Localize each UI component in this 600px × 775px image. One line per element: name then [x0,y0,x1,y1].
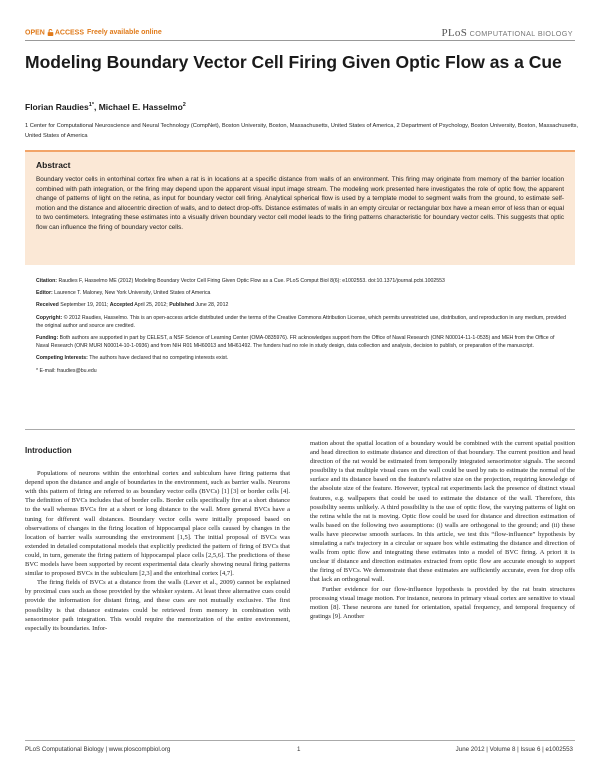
editor: Editor: Laurence T. Maloney, New York University, United States of America [36,290,211,297]
funding: Funding: Both authors are supported in part by CELEST, a NSF Science of Learning Center (OMA-0835976). FR acknowledges support from the Office of Naval Research (ONR N00014-11-1-0535) and MEH from the Office of Naval Research (ONR MURI N00014-10-1-0936) and from NIH R01 MH60013 and MH61492. The funders had no role in study design, data collection and analysis, decision to publish, or preparation of the manuscript. [36,335,555,350]
footer-issue: June 2012 | Volume 8 | Issue 6 | e1002553 [455,746,573,753]
journal-logo [441,27,573,39]
open-access-label-2: ACCESS [54,29,85,37]
footer-rule [25,740,575,741]
header-rule [25,40,575,41]
open-access-badge [25,29,162,36]
freely-available: Freely available online [87,29,162,37]
section-rule [25,429,575,430]
footer-journal: PLoS Computational Biology | www.ploscompbiol.org [25,746,171,753]
intro-paragraph-4: Further evidence for our flow-influence hypothesis is provided by the rat brain structures processing visual image motion. For instance, neurons in primary visual cortex are sensitive to visual motion [8]. These neurons are tuned for orientation, spatial frequency, and temporal frequency of gratings [9]. Another [310,585,575,620]
author-separator: , [93,102,99,112]
abstract-box [25,150,575,265]
intro-paragraph-3: mation about the spatial location of a boundary would be combined with the current spatial position and head direction to estimate distance and direction of that boundary. The current position and head direction of the rat would be estimated from temporally integrated sensorimotor signals. The second possibility is that multiple visual cues on the wall could be used by rats to estimate the normal of the surface and its distance based on the feature's relative size on the projection, requiring knowledge of the absolute size of the feature. However, typical rat experiments lack the presence of distinct visual features, e.g. wallpapers that could be used to estimate the distance of the wall. Therefore, this possibility seems unlikely. A third possibility is the use of optic flow, the varying patterns of light on the retina while the rat is moving. Optic flow could be used for distance and direction estimation of walls based on the following two assumptions: (i) walls are orthogonal to the ground; and (ii) these walls have piecewise smooth surfaces. In this article, we test this “flow-influence” hypothesis by simulating a rat's trajectory in a circular or square box while estimating the distance and direction of walls from optic flow and integrating these estimates into a model of BVC firing. A priori it is unclear if distance and direction estimates extracted from optic flow are accurate enough to support the firing of BVCs. We demonstrate that these estimates are sufficiently accurate, even for drop offs that lack an orthogonal wall. [310,440,575,584]
abstract-text: Boundary vector cells in entorhinal cortex fire when a rat is in locations at a specific distance from walls of an environment. This firing may originate from memory of the barrier location combined with path integration, or the firing may depend upon the apparent visual input image stream. The modeling work presented here investigates the role of optic flow, the apparent change of patterns of light on the retina, as input for boundary vector cell firing. Analytical spherical flow is used by a template model to segment walls from the ground, to estimate self-motion and the distance and allocentric direction of walls, and to detect drop-offs. Distance estimates of walls in an empty circular or rectangular box have a mean error of less than or equal to two centimeters. Integrating these estimates into a visually driven boundary vector cell model leads to the firing patterns characteristic for boundary vector cells. This suggests that optic flow can influence the firing of boundary vector cells. [36,176,564,231]
intro-paragraph-1: Populations of neurons within the entorhinal cortex and subiculum have firing patterns that depend upon the distance and angle of boundaries in the environment, such as barrier walls. Neurons with this pattern of firing are referred to as boundary vector cells (BVCs) [1] [3] or border cells [4]. The definition of BVCs includes that of border cells. Border cells specifically fire at a short distance to the wall whereas BVCs fire at a short or long distance to the wall. More general BVCs have a tuning for different wall distances. Boundary vector cells were initially proposed based on observations of changes in the firing location of hippocampal place cells caused by changes in the location of barrier walls surrounding the environment [1,5]. The initial proposal of BVCs was extended in detailed computational models that explicitly predicted the pattern of firing of BVCs that could, in turn, generate the firing pattern of hippocampal place cells [2,5,6]. The predictions of these BVC models have been supported by recent experimental data clearly showing neural firing patterns similar to proposed BVCs in the subiculum [2,3] and the entorhinal cortex [4,7]. [25,470,290,578]
affiliations: 1 Center for Computational Neuroscience and Neural Technology (CompNet), Boston University, Boston, Massachusetts, United States of America, 2 Department of Psychology, Boston University, Boston, Massachusetts, United States of America [25,123,579,139]
footer-page-number: 1 [297,746,301,753]
introduction-heading: Introduction [25,446,72,455]
copyright: Copyright: © 2012 Raudies, Hasselmo. This is an open-access article distributed under the terms of the Creative Commons Attribution License, which permits unrestricted use, distribution, and reproduction in any medium, provided the original author and source are credited. [36,314,566,329]
open-lock-icon [47,29,54,36]
competing-interests: Competing Interests: The authors have declared that no competing interests exist. [36,355,229,362]
author-1-marks: 1* [88,102,94,109]
intro-paragraph-2: The firing fields of BVCs at a distance from the walls (Lever et al., 2009) cannot be explained by proximal cues such as those provided by the whisker system. At least three alternative cues could provide the information for distant firing, and these cues are not mutually exclusive. The first possibility is that distance estimates could be retrieved from memory in combination with sensorimotor path integration. This would require the memorization of the entire environment, especially its boundaries. Infor- [25,579,290,632]
author-2: Michael E. Hasselmo [98,102,183,112]
author-1: Florian Raudies [25,102,89,112]
journal-plos: PLoS [441,27,468,39]
citation: Citation: Raudies F, Hasselmo ME (2012) Modeling Boundary Vector Cell Firing Given Optic Flow as a Cue. PLoS Comput Biol 8(6): e1002553. doi:10.1371/journal.pcbi.1002553 [36,278,445,284]
article-title: Modeling Boundary Vector Cell Firing Given Optic Flow as a Cue [25,52,562,72]
email: * E-mail: fraudies@bu.edu [36,367,97,374]
dates: Received September 19, 2011; Accepted April 25, 2012; Published June 28, 2012 [36,302,229,309]
body-column-right [310,439,575,621]
abstract-heading: Abstract [36,160,71,170]
body-column-left [25,446,290,633]
author-list [25,102,186,112]
journal-name: COMPUTATIONAL BIOLOGY [469,29,573,38]
open-access-label: OPEN [25,29,45,37]
author-2-marks: 2 [182,102,186,109]
article-metadata [36,277,566,379]
